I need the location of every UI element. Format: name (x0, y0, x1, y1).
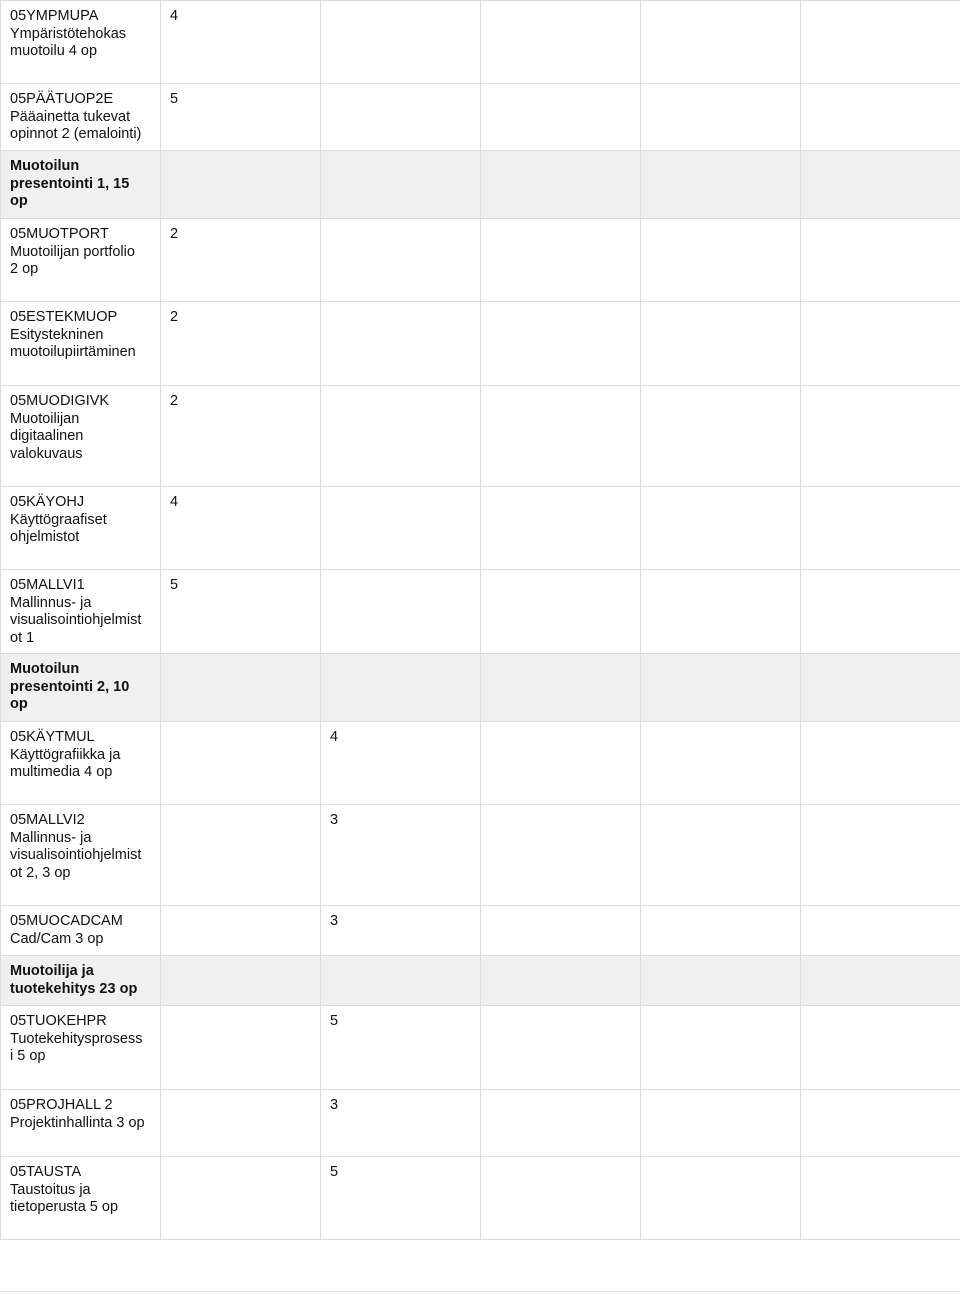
empty-cell (641, 956, 801, 1006)
course-name-cell (1, 722, 161, 805)
course-name: 05ESTEKMUOP Esitystekninen muotoilupiirtäminen (10, 309, 136, 360)
course-name-cell (1, 1006, 161, 1090)
empty-cell (801, 1090, 960, 1157)
course-row (1, 386, 960, 487)
course-name-cell (1, 906, 161, 956)
course-row (1, 1090, 960, 1157)
credits-cell (161, 302, 321, 386)
empty-cell (801, 654, 960, 722)
curriculum-table-body (1, 1, 960, 1240)
empty-cell (801, 84, 960, 151)
empty-cell (321, 219, 481, 302)
course-name: 05MALLVI2 Mallinnus- ja visualisointiohjelmist ot 2, 3 op (10, 812, 142, 881)
credits-value: 2 (170, 226, 179, 242)
credits-value: 2 (170, 309, 179, 325)
empty-cell (321, 654, 481, 722)
credits-cell (321, 805, 481, 906)
section-title: Muotoilun presentointi 2, 10 op (10, 661, 130, 712)
course-row (1, 906, 960, 956)
course-name-cell (1, 570, 161, 654)
empty-cell (641, 487, 801, 570)
empty-cell (321, 487, 481, 570)
course-name-cell (1, 1, 161, 84)
course-name: 05PROJHALL 2 Projektinhallinta 3 op (10, 1097, 145, 1131)
empty-cell (641, 386, 801, 487)
empty-cell (481, 654, 641, 722)
empty-cell (481, 1, 641, 84)
empty-cell (481, 386, 641, 487)
empty-cell (481, 84, 641, 151)
empty-cell (321, 84, 481, 151)
course-row (1, 805, 960, 906)
course-name-cell (1, 487, 161, 570)
empty-cell (481, 487, 641, 570)
course-row (1, 487, 960, 570)
empty-cell (801, 1, 960, 84)
course-name-cell (1, 386, 161, 487)
empty-cell (641, 654, 801, 722)
empty-cell (161, 1006, 321, 1090)
empty-cell (801, 386, 960, 487)
empty-cell (641, 1, 801, 84)
section-title-cell (1, 151, 161, 219)
course-name: 05KÄYOHJ Käyttögraafiset ohjelmistot (10, 494, 107, 545)
empty-cell (801, 805, 960, 906)
credits-cell (321, 1090, 481, 1157)
credits-value: 4 (170, 494, 179, 510)
empty-cell (641, 219, 801, 302)
empty-cell (801, 722, 960, 805)
empty-cell (801, 570, 960, 654)
empty-cell (161, 956, 321, 1006)
empty-cell (161, 151, 321, 219)
course-row (1, 302, 960, 386)
section-title: Muotoilija ja tuotekehitys 23 op (10, 963, 138, 997)
credits-cell (321, 1006, 481, 1090)
course-name-cell (1, 805, 161, 906)
course-name: 05YMPMUPA Ympäristötehokas muotoilu 4 op (10, 8, 127, 59)
course-row (1, 722, 960, 805)
empty-cell (161, 1090, 321, 1157)
empty-cell (641, 1090, 801, 1157)
course-row (1, 570, 960, 654)
empty-cell (321, 570, 481, 654)
course-name-cell (1, 1090, 161, 1157)
empty-cell (481, 570, 641, 654)
empty-cell (801, 906, 960, 956)
credits-value: 2 (170, 393, 179, 409)
credits-cell (161, 219, 321, 302)
empty-cell (801, 219, 960, 302)
empty-cell (161, 722, 321, 805)
empty-cell (641, 722, 801, 805)
course-name: 05MUOTPORT Muotoilijan portfolio 2 op (10, 226, 135, 277)
section-title-cell (1, 654, 161, 722)
empty-cell (481, 722, 641, 805)
credits-cell (321, 906, 481, 956)
empty-cell (161, 906, 321, 956)
course-name: 05MUOCADCAM Cad/Cam 3 op (10, 913, 123, 947)
course-name: 05MALLVI1 Mallinnus- ja visualisointiohjelmist ot 1 (10, 577, 142, 646)
credits-value: 5 (170, 91, 179, 107)
credits-cell (161, 570, 321, 654)
empty-cell (801, 956, 960, 1006)
course-row (1, 219, 960, 302)
empty-cell (801, 302, 960, 386)
empty-cell (161, 654, 321, 722)
empty-cell (161, 1157, 321, 1240)
empty-cell (321, 151, 481, 219)
credits-cell (161, 84, 321, 151)
empty-cell (321, 386, 481, 487)
section-title: Muotoilun presentointi 1, 15 op (10, 158, 130, 209)
credits-value: 5 (330, 1164, 339, 1180)
credits-value: 3 (330, 913, 339, 929)
course-name: 05TUOKEHPR Tuotekehitysprosess i 5 op (10, 1013, 143, 1064)
empty-cell (321, 956, 481, 1006)
page-bottom-rule (0, 1291, 960, 1292)
credits-cell (161, 1, 321, 84)
empty-cell (481, 151, 641, 219)
empty-cell (641, 302, 801, 386)
course-name: 05PÄÄTUOP2E Pääainetta tukevat opinnot 2 (emalointi) (10, 91, 142, 142)
empty-cell (321, 302, 481, 386)
empty-cell (481, 219, 641, 302)
course-name-cell (1, 1157, 161, 1240)
course-name: 05TAUSTA Taustoitus ja tietoperusta 5 op (10, 1164, 119, 1215)
credits-cell (161, 487, 321, 570)
empty-cell (641, 1006, 801, 1090)
course-name: 05KÄYTMUL Käyttögrafiikka ja multimedia 4 op (10, 729, 121, 780)
section-title-cell (1, 956, 161, 1006)
empty-cell (321, 1, 481, 84)
course-row (1, 84, 960, 151)
credits-value: 5 (330, 1013, 339, 1029)
empty-cell (801, 151, 960, 219)
empty-cell (481, 906, 641, 956)
empty-cell (481, 1090, 641, 1157)
empty-cell (481, 1006, 641, 1090)
empty-cell (161, 805, 321, 906)
credits-value: 5 (170, 577, 179, 593)
course-row (1, 1, 960, 84)
empty-cell (641, 570, 801, 654)
credits-value: 3 (330, 812, 339, 828)
empty-cell (481, 1157, 641, 1240)
course-name-cell (1, 219, 161, 302)
course-row (1, 1006, 960, 1090)
empty-cell (801, 487, 960, 570)
course-row (1, 1157, 960, 1240)
course-name-cell (1, 84, 161, 151)
empty-cell (801, 1006, 960, 1090)
empty-cell (641, 805, 801, 906)
empty-cell (641, 84, 801, 151)
empty-cell (641, 906, 801, 956)
empty-cell (641, 1157, 801, 1240)
section-header-row (1, 654, 960, 722)
empty-cell (481, 956, 641, 1006)
course-name-cell (1, 302, 161, 386)
credits-cell (161, 386, 321, 487)
empty-cell (481, 302, 641, 386)
empty-cell (801, 1157, 960, 1240)
section-header-row (1, 956, 960, 1006)
empty-cell (641, 151, 801, 219)
course-name: 05MUODIGIVK Muotoilijan digitaalinen valokuvaus (10, 393, 110, 462)
section-header-row (1, 151, 960, 219)
credits-value: 3 (330, 1097, 339, 1113)
credits-value: 4 (330, 729, 339, 745)
empty-cell (481, 805, 641, 906)
credits-cell (321, 1157, 481, 1240)
credits-value: 4 (170, 8, 179, 24)
credits-cell (321, 722, 481, 805)
